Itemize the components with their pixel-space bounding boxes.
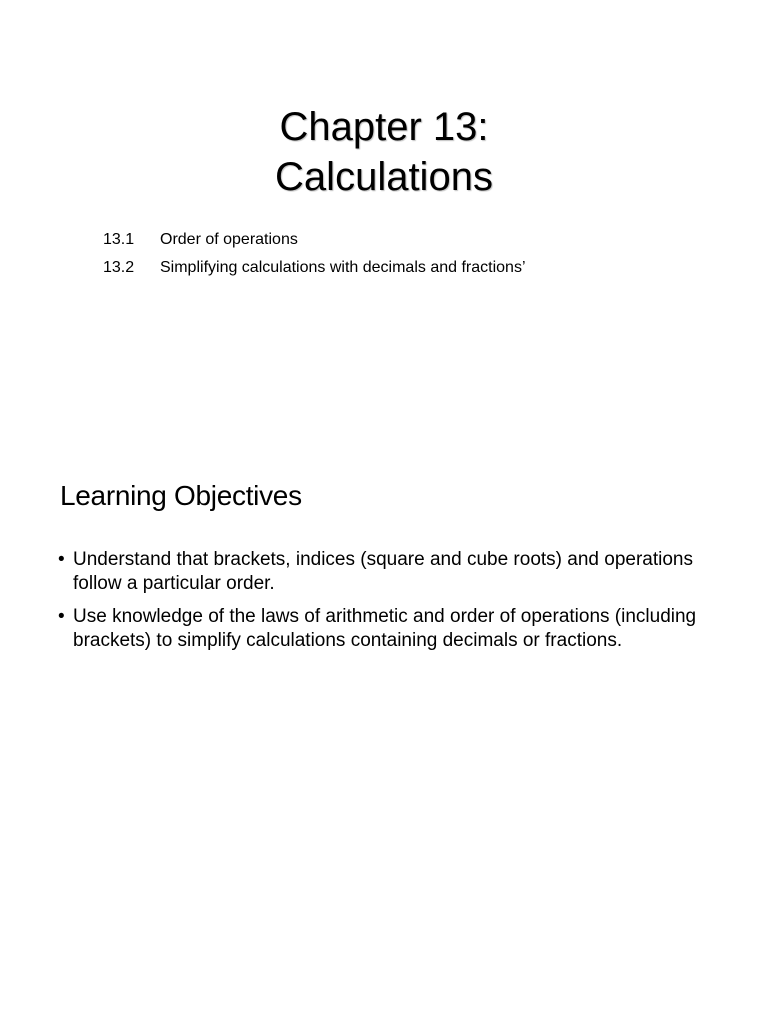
objective-item bbox=[58, 605, 698, 653]
section-item bbox=[103, 226, 526, 254]
learning-objectives-heading: Learning Objectives bbox=[60, 480, 302, 511]
learning-objectives-list bbox=[58, 548, 698, 662]
bullet-icon: • bbox=[58, 549, 65, 570]
bullet-icon: • bbox=[58, 606, 65, 627]
section-list bbox=[103, 226, 526, 282]
chapter-title-line-2: Calculations bbox=[275, 155, 493, 199]
objective-text: Understand that brackets, indices (square and cube roots) and operations follow a particular order. bbox=[73, 549, 693, 594]
objective-text: Use knowledge of the laws of arithmetic and order of operations (including brackets) to simplify calculations containing decimals or fractions. bbox=[73, 606, 697, 651]
section-label: Simplifying calculations with decimals and fractions’ bbox=[160, 259, 526, 276]
objective-item bbox=[58, 548, 698, 596]
section-item bbox=[103, 254, 526, 282]
chapter-title bbox=[0, 102, 768, 202]
section-number: 13.2 bbox=[103, 259, 135, 276]
section-label: Order of operations bbox=[160, 231, 298, 248]
chapter-title-line-1: Chapter 13: bbox=[279, 105, 489, 149]
section-number: 13.1 bbox=[103, 231, 135, 248]
